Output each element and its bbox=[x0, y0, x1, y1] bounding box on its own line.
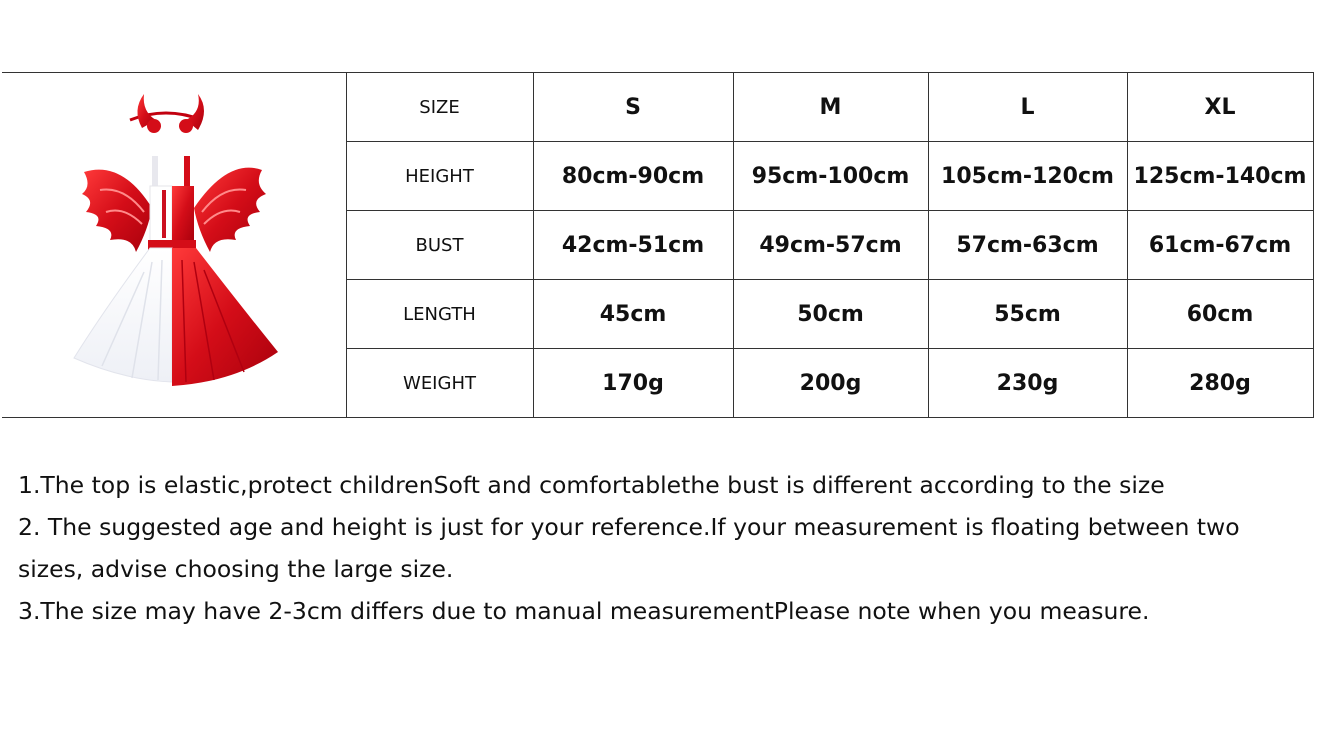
size-xl: XL bbox=[1204, 94, 1236, 120]
note-1: 1.The top is elastic,protect childrenSoft and comfortablethe bust is different according to the size bbox=[18, 471, 1165, 499]
table-cell bbox=[1127, 211, 1313, 280]
length-s: 45cm bbox=[599, 301, 667, 327]
row-label-cell bbox=[346, 280, 533, 349]
length-m: 50cm bbox=[797, 301, 864, 327]
length-xl: 60cm bbox=[1186, 301, 1254, 327]
size-header-s bbox=[533, 73, 733, 142]
table-cell bbox=[928, 280, 1127, 349]
size-header-label bbox=[346, 73, 533, 142]
table-cell bbox=[1127, 349, 1313, 418]
table-cell bbox=[733, 280, 928, 349]
height-xl: 125cm-140cm bbox=[1133, 163, 1307, 189]
weight-xl: 280g bbox=[1189, 370, 1251, 396]
row-label-cell bbox=[346, 349, 533, 418]
size-header-row bbox=[2, 73, 1313, 142]
table-cell bbox=[928, 349, 1127, 418]
bust-label: BUST bbox=[415, 234, 464, 256]
size-header-m bbox=[733, 73, 928, 142]
size-l: L bbox=[1020, 94, 1035, 120]
length-label: LENGTH bbox=[403, 303, 476, 325]
table-cell bbox=[1127, 142, 1313, 211]
size-label: SIZE bbox=[419, 96, 460, 118]
bust-s: 42cm-51cm bbox=[561, 232, 705, 258]
weight-s: 170g bbox=[602, 370, 664, 396]
table-cell bbox=[533, 211, 733, 280]
size-chart-table bbox=[2, 72, 1314, 418]
height-m: 95cm-100cm bbox=[751, 163, 910, 189]
weight-label: WEIGHT bbox=[403, 372, 476, 394]
bust-xl: 61cm-67cm bbox=[1148, 232, 1292, 258]
table-cell bbox=[533, 349, 733, 418]
row-label-cell bbox=[346, 142, 533, 211]
size-s: S bbox=[625, 94, 641, 120]
table-cell bbox=[928, 142, 1127, 211]
table-cell bbox=[733, 142, 928, 211]
bust-l: 57cm-63cm bbox=[956, 232, 1099, 258]
table-cell bbox=[533, 142, 733, 211]
size-m: M bbox=[819, 94, 842, 120]
table-cell bbox=[1127, 280, 1313, 349]
note-3: 3.The size may have 2-3cm differs due to manual measurementPlease note when you measure. bbox=[18, 597, 1150, 625]
table-cell bbox=[928, 211, 1127, 280]
weight-l: 230g bbox=[996, 370, 1059, 396]
size-header-l bbox=[928, 73, 1127, 142]
size-header-xl bbox=[1127, 73, 1313, 142]
height-s: 80cm-90cm bbox=[561, 163, 705, 189]
size-notes bbox=[18, 464, 1308, 632]
note-2: 2. The suggested age and height is just for your reference.If your measurement is floating between two sizes, advise choosing the large size. bbox=[18, 513, 1240, 583]
product-image-cell bbox=[2, 73, 346, 418]
length-l: 55cm bbox=[994, 301, 1061, 327]
row-label-cell bbox=[346, 211, 533, 280]
weight-m: 200g bbox=[799, 370, 862, 396]
height-label: HEIGHT bbox=[405, 165, 474, 187]
bust-m: 49cm-57cm bbox=[759, 232, 902, 258]
height-l: 105cm-120cm bbox=[941, 163, 1114, 189]
table-cell bbox=[733, 211, 928, 280]
table-cell bbox=[733, 349, 928, 418]
table-cell bbox=[533, 280, 733, 349]
devil-tutu-dress-icon bbox=[44, 90, 304, 400]
